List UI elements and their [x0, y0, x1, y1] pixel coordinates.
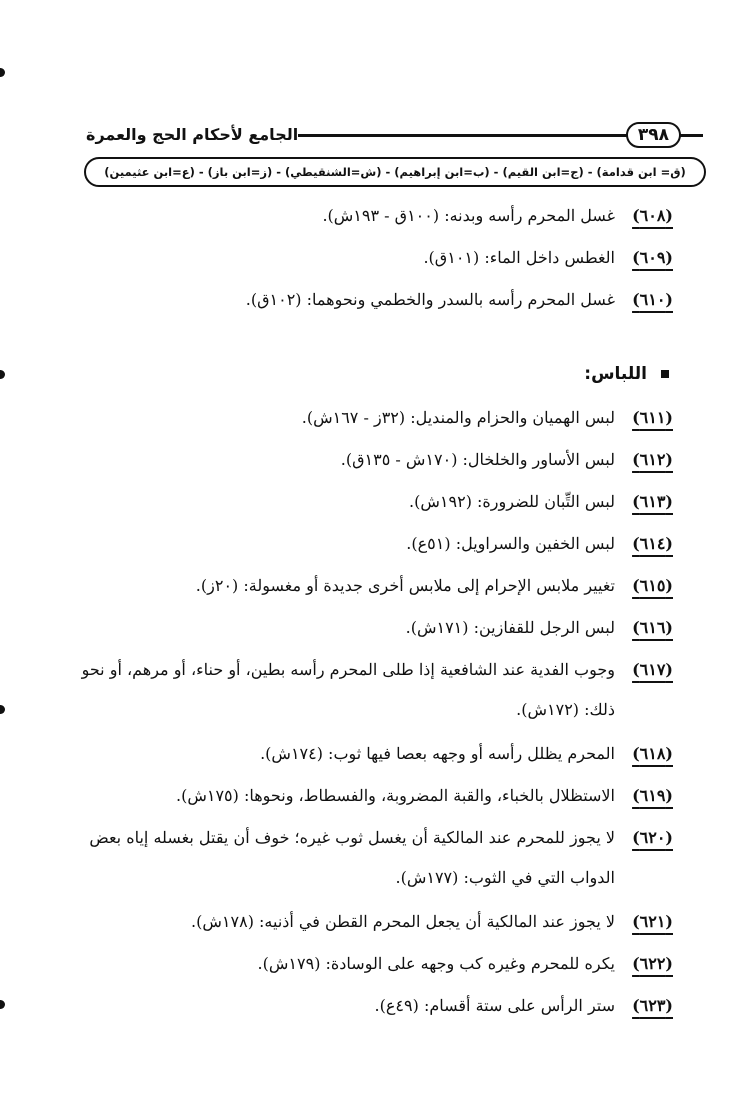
entry-number: (٦١٦) — [632, 618, 673, 637]
margin-mark — [0, 705, 5, 714]
entry-text: لبس الرجل للقفازين: (١٧١ش). — [405, 618, 615, 637]
entry-text: لا يجوز عند المالكية أن يجعل المحرم القطن في أذنيه: (١٧٨ش). — [191, 912, 615, 931]
list-item — [80, 612, 673, 654]
margin-mark — [0, 1000, 5, 1009]
entry-number: (٦١٤) — [632, 534, 673, 553]
entry-number: (٦٢٢) — [632, 954, 673, 973]
list-item — [80, 906, 673, 948]
margin-mark — [0, 370, 5, 379]
entry-number: (٦١٢) — [632, 450, 673, 469]
abbreviation-legend: (ق= ابن قدامة) - (ج=ابن القيم) - (ب=ابن إبراهيم) - (ش=الشنقيطي) - (ز=ابن باز) - (ع=ابن عثيمين) — [84, 157, 706, 187]
square-bullet-icon — [661, 370, 669, 378]
list-item — [80, 654, 673, 738]
entry-text: تغيير ملابس الإحرام إلى ملابس أخرى جديدة أو مغسولة: (٢٠ز). — [195, 576, 615, 595]
list-item — [80, 570, 673, 612]
entry-number: (٦١٥) — [632, 576, 673, 595]
list-item — [80, 242, 673, 284]
entry-text: ستر الرأس على ستة أقسام: (٤٩ع). — [374, 996, 615, 1015]
entry-text: لبس الهميان والحزام والمنديل: (٣٢ز - ١٦٧ش). — [301, 408, 615, 427]
entry-number: (٦٢٣) — [632, 996, 673, 1015]
entry-text: لا يجوز للمحرم عند المالكية أن يغسل ثوب غيره؛ خوف أن يقتل بغسله إياه بعض الدواب التي في الثوب: (١٧٧ش). — [89, 828, 615, 887]
list-item — [80, 200, 673, 242]
list-item — [80, 444, 673, 486]
section-title: اللباس: — [584, 364, 647, 384]
section-heading — [80, 346, 673, 402]
entry-text: المحرم يظلل رأسه أو وجهه بعصا فيها ثوب: (١٧٤ش). — [260, 744, 615, 763]
entry-number: (٦١٣) — [632, 492, 673, 511]
entry-number: (٦١٩) — [632, 786, 673, 805]
entry-text: وجوب الفدية عند الشافعية إذا طلى المحرم رأسه بطين، أو حناء، أو مرهم، أو نحو ذلك: (١٧٢ش). — [81, 660, 615, 719]
entry-text: لبس التِّبان للضرورة: (١٩٢ش). — [409, 492, 615, 511]
entry-number: (٦١٠) — [632, 290, 673, 309]
list-item — [80, 284, 673, 326]
entry-text: غسل المحرم رأسه بالسدر والخطمي ونحوهما: (١٠٢ق). — [245, 290, 615, 309]
list-item — [80, 948, 673, 990]
list-item — [80, 486, 673, 528]
entry-text: الاستظلال بالخباء، والقبة المضروبة، والفسطاط، ونحوها: (١٧٥ش). — [175, 786, 615, 805]
entry-number: (٦٢١) — [632, 912, 673, 931]
entry-text: غسل المحرم رأسه وبدنه: (١٠٠ق - ١٩٣ش). — [322, 206, 615, 225]
page-number: ٣٩٨ — [626, 122, 681, 148]
entry-number: (٦٢٠) — [632, 828, 673, 847]
entry-number: (٦١١) — [632, 408, 673, 427]
entry-number: (٦١٨) — [632, 744, 673, 763]
running-header — [78, 120, 703, 150]
list-item — [80, 738, 673, 780]
list-item — [80, 822, 673, 906]
entries-list — [80, 200, 673, 1032]
entry-number: (٦٠٨) — [632, 206, 673, 225]
margin-mark — [0, 68, 5, 77]
entry-text: لبس الخفين والسراويل: (٥١ع). — [406, 534, 615, 553]
list-item — [80, 780, 673, 822]
list-item — [80, 528, 673, 570]
entry-text: يكره للمحرم وغيره كب وجهه على الوسادة: (١٧٩ش). — [257, 954, 615, 973]
list-item — [80, 990, 673, 1032]
list-item — [80, 402, 673, 444]
book-title: الجامع لأحكام الحج والعمرة — [78, 120, 298, 150]
entry-number: (٦١٧) — [632, 660, 673, 679]
entry-text: لبس الأساور والخلخال: (١٧٠ش - ١٣٥ق). — [340, 450, 615, 469]
entry-text: الغطس داخل الماء: (١٠١ق). — [423, 248, 615, 267]
entry-number: (٦٠٩) — [632, 248, 673, 267]
